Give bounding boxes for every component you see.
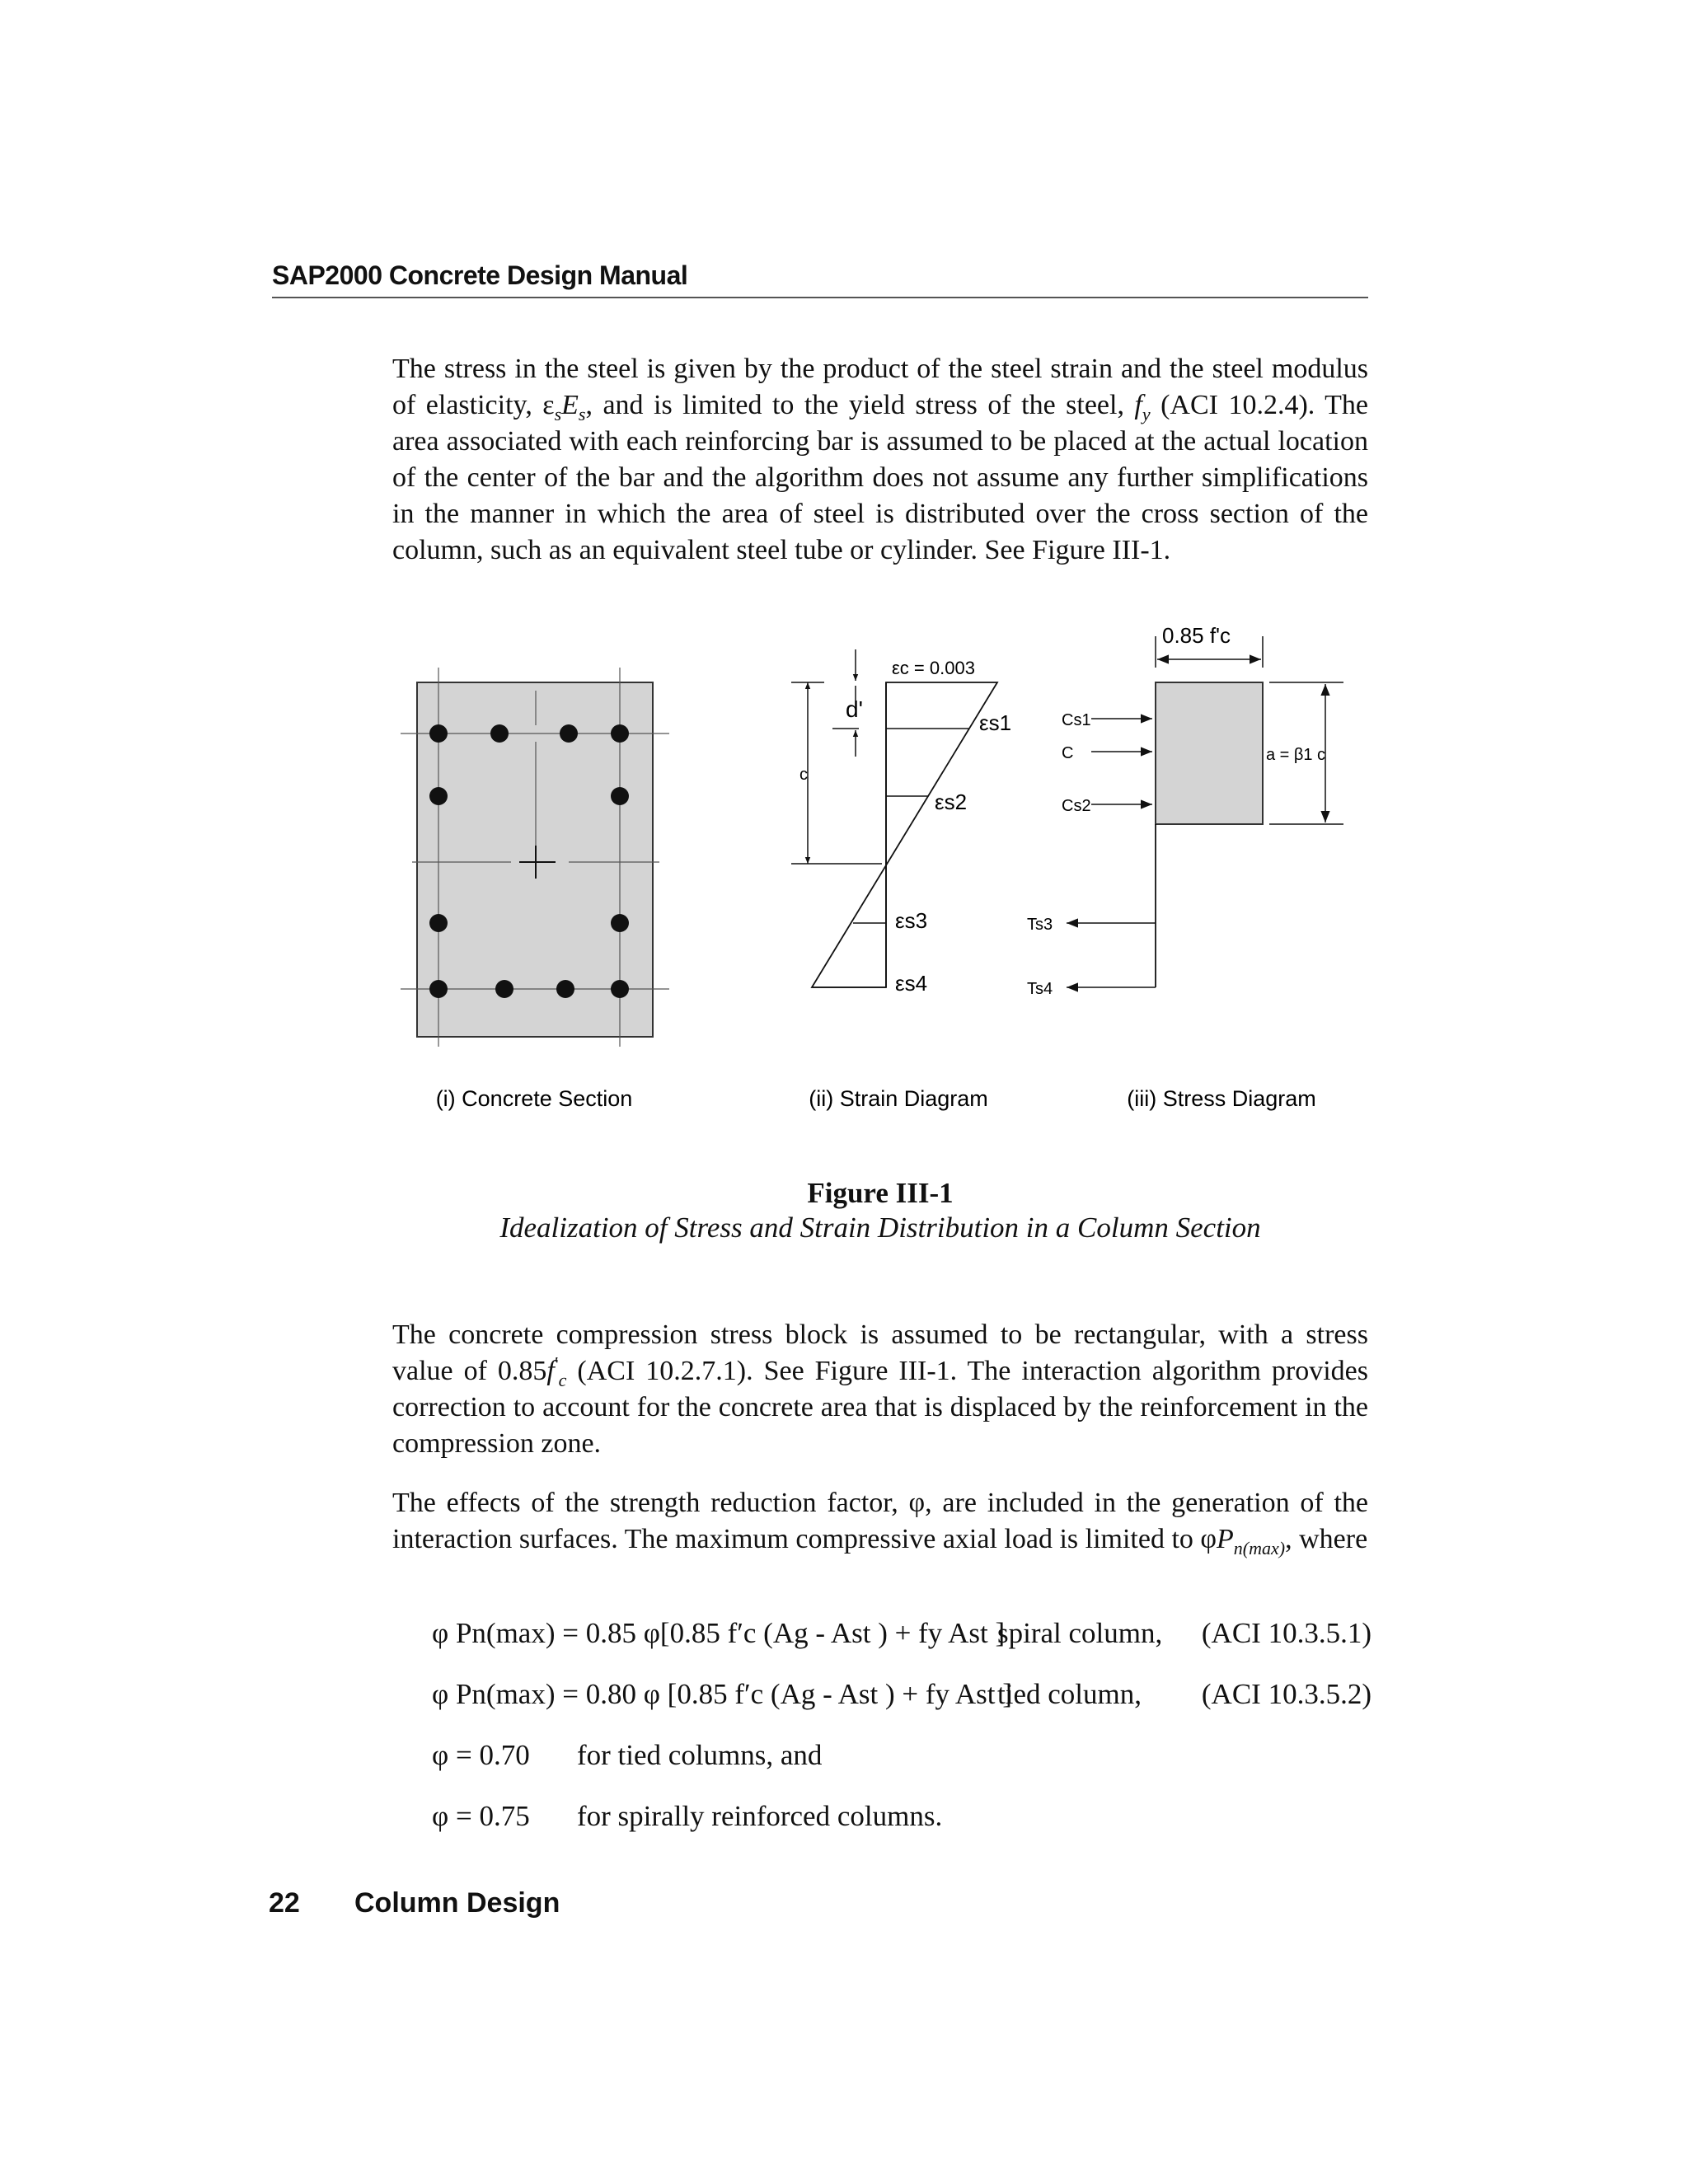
caption-stress-diagram: (iii) Stress Diagram	[1127, 1086, 1316, 1111]
equation-reference: (ACI 10.3.5.2)	[1201, 1678, 1372, 1710]
stress-ts4-label: Ts4	[1027, 980, 1053, 998]
strain-c-label: c	[799, 766, 808, 784]
stress-cs1-label: Cs1	[1062, 711, 1091, 729]
strain-ec-label: εc = 0.003	[892, 658, 975, 678]
strain-es3-label: εs3	[895, 908, 928, 933]
paragraph-stress-block: The concrete compression stress block is assumed to be rectangular, with a stress value of $0.85f'_c$ (ACI 10.2.7.1). See Figure III-1. The interaction algorithm provides correction to account for the concrete area that is displaced by the reinforcement in the compression zone.	[392, 1319, 1368, 1459]
stress-ts3-label: Ts3	[1027, 916, 1053, 934]
paragraph-strength-reduction: The effects of the strength reduction factor, φ, are included in the generation of the interaction surfaces. The maximum compressive axial load is limited to $\varphi P_{n(max)}$, where	[392, 1488, 1368, 1558]
figure-drawing	[387, 618, 1376, 1129]
stress-diagram	[1027, 623, 1343, 998]
phi-note: for tied columns, and	[577, 1739, 823, 1771]
strain-es1-label: εs1	[979, 710, 1012, 735]
stress-c-label: C	[1062, 744, 1074, 762]
page-number: 22	[269, 1887, 300, 1919]
figure-title: Figure III-1	[807, 1177, 954, 1209]
running-header	[272, 260, 1368, 298]
concrete-section	[401, 668, 669, 1047]
equation-expression: φ Pn(max) = 0.85 φ[0.85 f′c (Ag - Ast ) + fy Ast ]	[432, 1617, 1006, 1649]
strain-es2-label: εs2	[935, 790, 968, 814]
stress-cs2-label: Cs2	[1062, 797, 1091, 815]
caption-strain-diagram: (ii) Strain Diagram	[809, 1086, 988, 1111]
phi-value: φ = 0.70	[432, 1739, 530, 1771]
stress-block	[1156, 682, 1263, 824]
equation-expression: φ Pn(max) = 0.80 φ [0.85 f′c (Ag - Ast ) + fy Ast ]	[432, 1678, 1012, 1710]
paragraph-steel-stress: The stress in the steel is given by the product of the steel strain and the steel modulus of elasticity, $\varepsilon_sE_s$, and is limited to the yield stress of the steel, $f_y$ (ACI 10.2.4). The area associated with each reinforcing bar is assumed to be placed at the actual location of the center of the bar and the algorithm does not assume any further simplifications in the manner in which the area of steel is distributed over the cross section of the column, such as an equivalent steel tube or cylinder. See Figure III-1.	[392, 354, 1368, 565]
manual-title: SAP2000 Concrete Design Manual	[272, 260, 688, 290]
caption-concrete-section: (i) Concrete Section	[435, 1086, 633, 1111]
equation-column-type: tied column,	[997, 1678, 1142, 1710]
stress-a-beta-label: a = β1 c	[1265, 746, 1326, 764]
footer-section-title: Column Design	[354, 1887, 560, 1919]
stress-085fc-label: 0.85 f'c	[1162, 623, 1231, 648]
equation-spiral	[432, 1614, 1372, 1653]
figure-iii-1	[387, 618, 1376, 1129]
figure-caption: Idealization of Stress and Strain Distribution in a Column Section	[499, 1212, 1261, 1244]
phi-spiral-row	[432, 1797, 1372, 1836]
strain-diagram	[791, 649, 1011, 996]
phi-value: φ = 0.75	[432, 1800, 530, 1832]
strain-es4-label: εs4	[895, 971, 928, 996]
equation-column-type: spiral column,	[997, 1617, 1163, 1649]
phi-note: for spirally reinforced columns.	[577, 1800, 943, 1832]
equation-tied	[432, 1675, 1372, 1714]
equation-reference: (ACI 10.3.5.1)	[1201, 1617, 1372, 1649]
phi-tied-row	[432, 1736, 1372, 1775]
strain-dprime-label: d'	[846, 696, 863, 722]
